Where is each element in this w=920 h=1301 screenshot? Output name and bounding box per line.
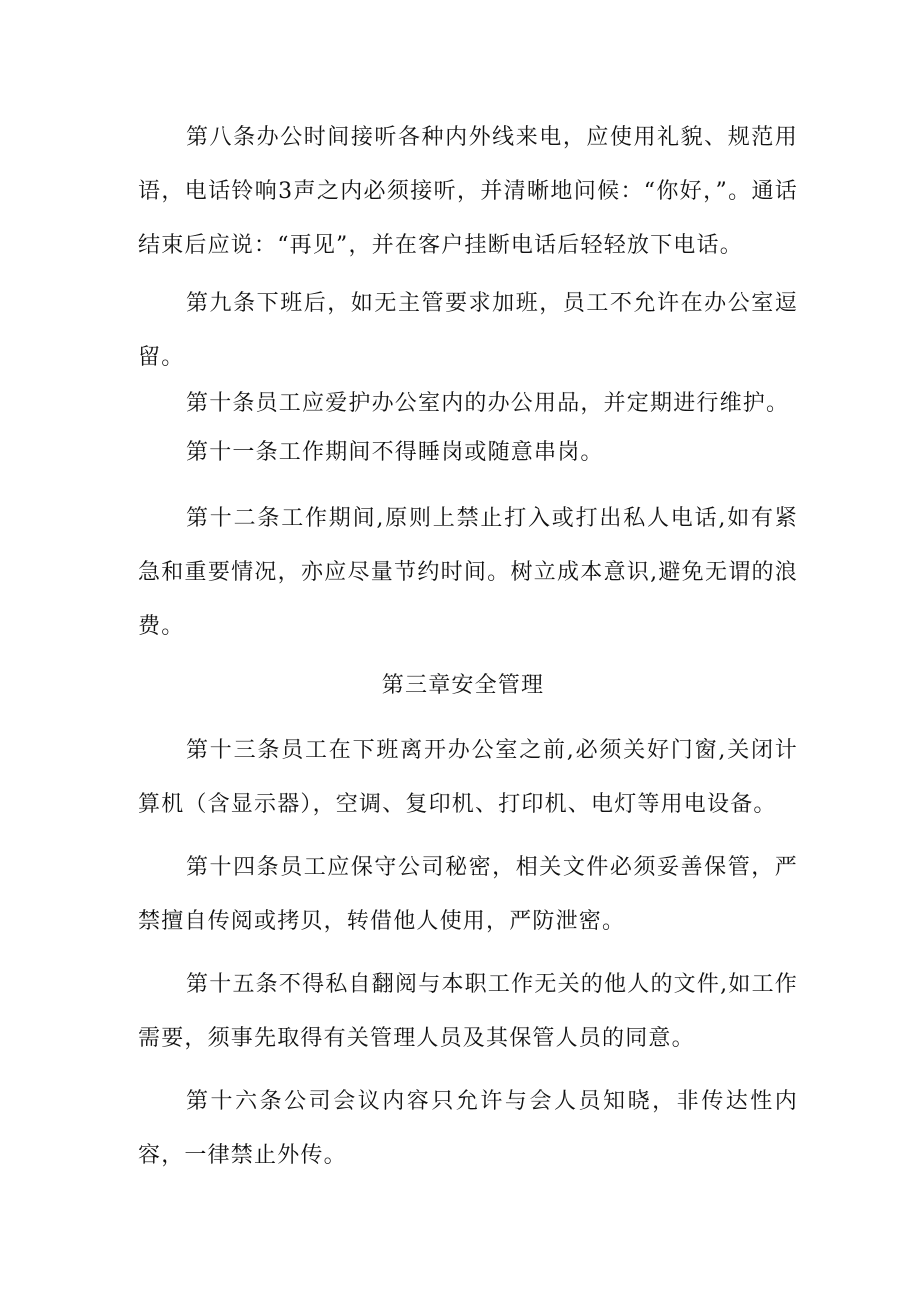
article-14-paragraph: 第十四条员工应保守公司秘密，相关文件必须妥善保管，严禁擅自传阅或拷贝，转借他人使用，严防泄密。 (138, 855, 798, 934)
article-13-paragraph: 第十三条员工在下班离开办公室之前,必须关好门窗,关闭计算机（含显示器），空调、复印机、打印机、电灯等用电设备。 (138, 738, 798, 817)
article-11-paragraph: 第十一条工作期间不得睡岗或随意串岗。 (186, 440, 604, 465)
article-15-paragraph: 第十五条不得私自翻阅与本职工作无关的他人的文件,如工作需要，须事先取得有关管理人员及其保管人员的同意。 (138, 972, 798, 1051)
article-9-paragraph: 第九条下班后，如无主管要求加班，员工不允许在办公室逗留。 (138, 291, 798, 370)
article-8-paragraph: 第八条办公时间接听各种内外线来电，应使用礼貌、规范用语，电话铃响3声之内必须接听，并清晰地问候：“你好，”。通话结束后应说：“再见”，并在客户挂断电话后轻轻放下电话。 (138, 125, 798, 258)
chapter-3-heading: 第三章安全管理 (381, 673, 545, 698)
article-12-paragraph: 第十二条工作期间,原则上禁止打入或打出私人电话,如有紧急和重要情况，亦应尽量节约时间。树立成本意识,避免无谓的浪费。 (138, 506, 798, 639)
article-10-paragraph: 第十条员工应爱护办公室内的办公用品，并定期进行维护。 (186, 391, 790, 416)
article-16-paragraph: 第十六条公司会议内容只允许与会人员知晓，非传达性内容，一律禁止外传。 (138, 1089, 798, 1168)
